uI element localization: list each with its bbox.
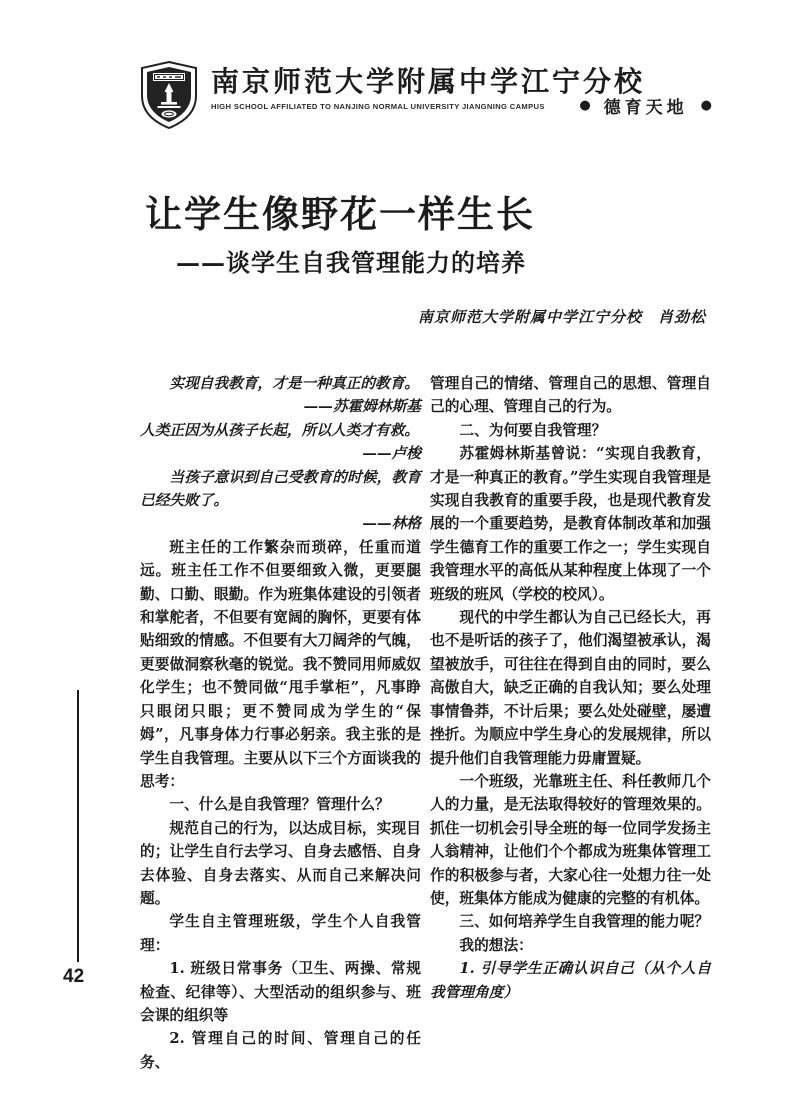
- section-label: [579, 93, 712, 118]
- left-column: [140, 372, 421, 1074]
- article-byline: 南京师范大学附属中学江宁分校 肖劲松: [417, 308, 706, 326]
- epigraph-attribution-2: ——卢梭: [362, 445, 421, 463]
- bullet-left-icon: ●: [579, 98, 591, 113]
- body-paragraph: 学生自主管理班级，学生个人自我管理：: [140, 913, 421, 954]
- margin-rule: [77, 690, 79, 962]
- article-subtitle: ——谈学生自我管理能力的培养: [176, 248, 526, 277]
- list-item-2: 2. 管理自己的时间、管理自己的任务、: [140, 1030, 421, 1071]
- article-title: 让学生像野花一样生长: [145, 192, 535, 236]
- epigraph-attribution-3: ——林格: [362, 515, 421, 533]
- intro-paragraph: 班主任的工作繁杂而琐碎，任重而道远。班主任工作不但要细致入微，更要腿勤、口勤、眼勤。作为班集体建设的引领者和掌舵者，不但要有宽阔的胸怀，更要有体贴细致的情感。不但要有大刀阔斧的气魄，更要做洞察秋毫的锐觉。我不赞同用师威奴化学生；也不赞同做“甩手掌柜”，凡事睁只眼闭只眼；更不赞同成为学生的“保姆”，凡事身体力行事必躬亲。我主张的是学生自我管理。主要从以下三个方面谈我的思考：: [140, 538, 421, 790]
- school-header: [136, 60, 645, 134]
- school-name-cn: 南京师范大学附属中学江宁分校: [211, 65, 646, 98]
- section-label-text: 德育天地: [603, 98, 688, 118]
- body-paragraph: 规范自己的行为，以达成目标，实现目的；让学生自行去学习、自身去感悟、自身去体验、自身去落实、从而自己来解决问题。: [140, 819, 421, 907]
- continued-paragraph: 管理自己的情绪、管理自己的思想、管理自己的心理、管理自己的行为。: [430, 375, 711, 416]
- body-paragraph: 苏霍姆林斯基曾说：“实现自我教育，才是一种真正的教育。”学生实现自我管理是实现自我教育的重要手段，也是现代教育发展的一个重要趋势，是教育体制改革和加强学生德育工作的重要工作之一；学生实现自我管理水平的高低从某种程度上体现了一个班级的班风（学校的校风）。: [430, 445, 711, 603]
- right-column: [430, 372, 711, 1074]
- school-crest-icon: [136, 60, 202, 134]
- list-item-1: 1. 班级日常事务（卫生、两操、常规检查、纪律等）、大型活动的组织参与、班会课的组织等: [140, 960, 421, 1024]
- section-heading-3: 三、如何培养学生自我管理的能力呢？: [459, 913, 710, 931]
- section-heading-1: 一、什么是自我管理？管理什么？: [169, 796, 390, 814]
- page-number: 42: [63, 966, 85, 987]
- body-paragraph: 现代的中学生都认为自己已经长大，再也不是听话的孩子了，他们渴望被承认，渴望被放手，可往往在得到自由的同时，要么高傲自大，缺乏正确的自我认知；要么处理事情鲁莽，不计后果；要么处处碰壁，屡遭挫折。为顺应中学生身心的发展规律，所以提升他们自我管理能力毋庸置疑。: [430, 609, 711, 767]
- epigraph-quote-3: 当孩子意识到自己受教育的时候，教育已经失败了。: [140, 468, 421, 510]
- bullet-right-icon: ●: [700, 98, 712, 113]
- epigraph-quote-2: 人类正因为从孩子长起，所以人类才有救。: [140, 421, 420, 439]
- section-heading-2: 二、为何要自我管理？: [459, 421, 607, 439]
- epigraph-attribution-1: ——苏霍姆林斯基: [303, 398, 421, 416]
- body-paragraph: 一个班级，光靠班主任、科任教师几个人的力量，是无法取得较好的管理效果的。抓住一切机会引导全班的每一位同学发扬主人翁精神，让他们个个都成为班集体管理工作的积极参与者，大家心往一处想力往一处使，班集体方能成为健康的完整的有机体。: [430, 772, 711, 907]
- body-paragraph: 我的想法：: [459, 936, 533, 954]
- epigraph-quote-1: 实现自我教育，才是一种真正的教育。: [169, 375, 420, 392]
- list-item-1: 1. 引导学生正确认识自己（从个人自我管理角度）: [430, 960, 711, 1001]
- article-body: [140, 372, 711, 1074]
- school-name-en: HIGH SCHOOL AFFILIATED TO NANJING NORMAL UNIVERSITY JIANGNING CAMPUS: [211, 102, 545, 111]
